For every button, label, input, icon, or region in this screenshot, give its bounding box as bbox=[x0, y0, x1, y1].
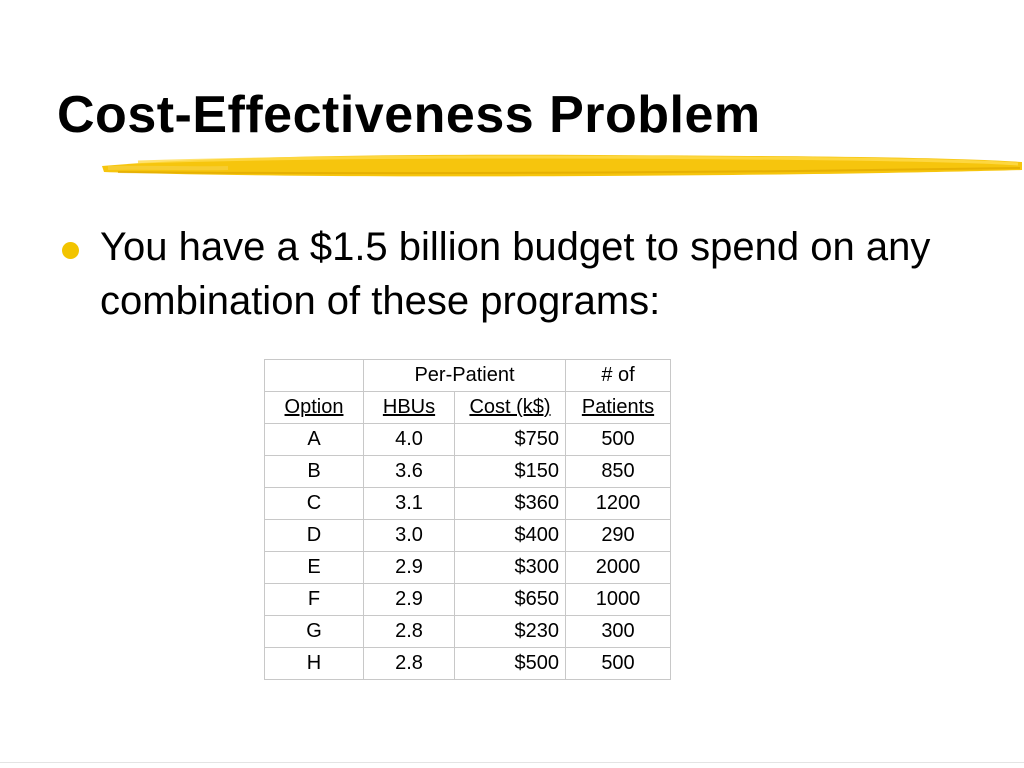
slide-title: Cost-Effectiveness Problem bbox=[57, 86, 761, 144]
slide-bottom-divider bbox=[0, 762, 1024, 763]
option-cell: G bbox=[265, 616, 364, 648]
option-cell: H bbox=[265, 648, 364, 680]
cost-cell: $750 bbox=[455, 424, 566, 456]
cost-cell: $150 bbox=[455, 456, 566, 488]
patients-cell: 500 bbox=[566, 648, 671, 680]
bullet-dot-icon bbox=[62, 242, 79, 259]
patients-cell: 500 bbox=[566, 424, 671, 456]
table-row bbox=[265, 424, 671, 456]
option-cell: C bbox=[265, 488, 364, 520]
hbus-cell: 3.1 bbox=[364, 488, 455, 520]
per-patient-header: Per-Patient bbox=[364, 360, 566, 392]
option-cell: F bbox=[265, 584, 364, 616]
column-header-cost: Cost (k$) bbox=[455, 392, 566, 424]
cost-cell: $360 bbox=[455, 488, 566, 520]
hbus-cell: 3.6 bbox=[364, 456, 455, 488]
programs-table bbox=[264, 359, 671, 680]
table-row bbox=[265, 456, 671, 488]
table-row bbox=[265, 616, 671, 648]
cost-cell: $500 bbox=[455, 648, 566, 680]
cost-cell: $230 bbox=[455, 616, 566, 648]
title-highlight-stroke bbox=[98, 148, 1024, 182]
option-cell: E bbox=[265, 552, 364, 584]
empty-header-cell bbox=[265, 360, 364, 392]
hbus-cell: 2.8 bbox=[364, 616, 455, 648]
hbus-cell: 2.9 bbox=[364, 552, 455, 584]
table-group-header-row bbox=[265, 360, 671, 392]
patients-cell: 300 bbox=[566, 616, 671, 648]
patients-cell: 850 bbox=[566, 456, 671, 488]
hbus-cell: 2.9 bbox=[364, 584, 455, 616]
option-cell: A bbox=[265, 424, 364, 456]
num-of-header: # of bbox=[566, 360, 671, 392]
cost-cell: $300 bbox=[455, 552, 566, 584]
bullet-text: You have a $1.5 billion budget to spend on any combination of these programs: bbox=[100, 225, 931, 323]
column-header-hbus: HBUs bbox=[364, 392, 455, 424]
cost-cell: $650 bbox=[455, 584, 566, 616]
hbus-cell: 3.0 bbox=[364, 520, 455, 552]
column-header-option: Option bbox=[265, 392, 364, 424]
patients-cell: 290 bbox=[566, 520, 671, 552]
patients-cell: 2000 bbox=[566, 552, 671, 584]
table-row bbox=[265, 488, 671, 520]
option-cell: D bbox=[265, 520, 364, 552]
hbus-cell: 2.8 bbox=[364, 648, 455, 680]
table-row bbox=[265, 584, 671, 616]
column-header-patients: Patients bbox=[566, 392, 671, 424]
cost-cell: $400 bbox=[455, 520, 566, 552]
table-row bbox=[265, 520, 671, 552]
table-column-header-row bbox=[265, 392, 671, 424]
table-row bbox=[265, 552, 671, 584]
patients-cell: 1200 bbox=[566, 488, 671, 520]
option-cell: B bbox=[265, 456, 364, 488]
hbus-cell: 4.0 bbox=[364, 424, 455, 456]
patients-cell: 1000 bbox=[566, 584, 671, 616]
table-row bbox=[265, 648, 671, 680]
